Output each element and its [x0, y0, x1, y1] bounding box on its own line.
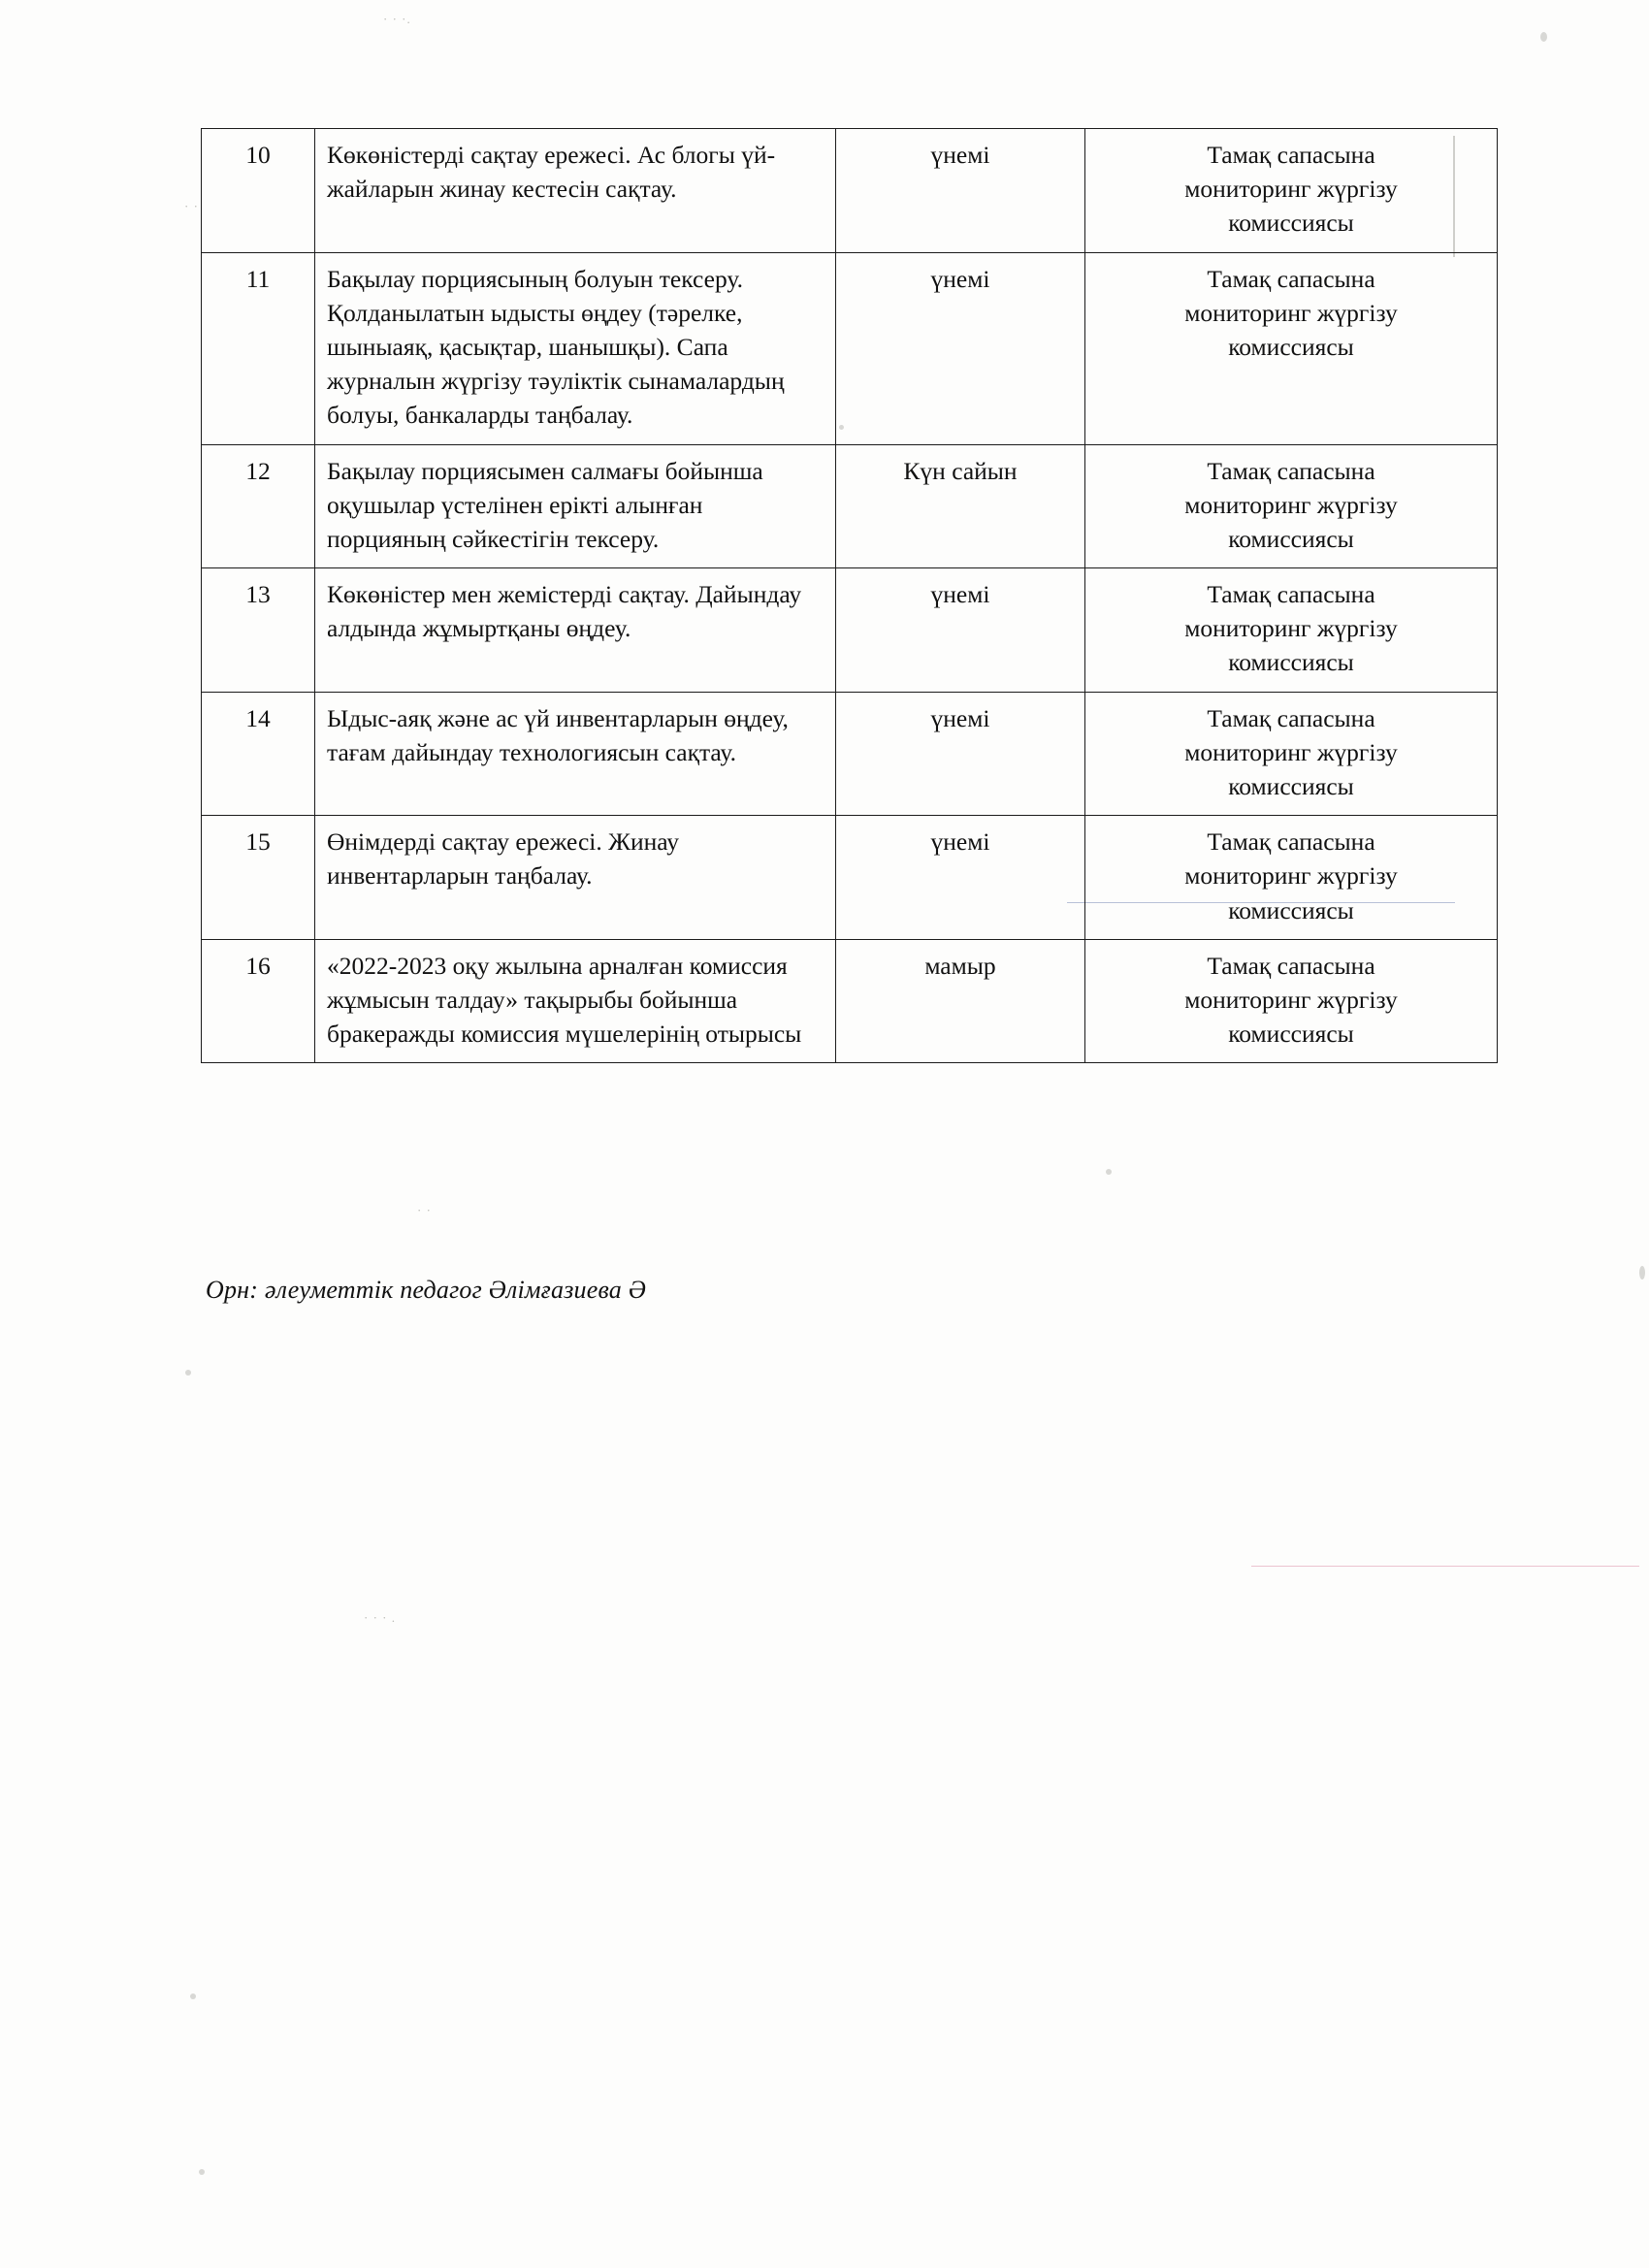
schedule-table-wrapper	[201, 128, 1452, 1063]
scan-artifact: · ·	[417, 1203, 432, 1217]
table-row	[202, 939, 1498, 1063]
scan-speck	[199, 2169, 205, 2175]
row-number: 11	[202, 252, 315, 444]
row-task: Өнімдерді сақтау ережесі. Жинау инвентарларын таңбалау.	[315, 816, 836, 940]
responsible-line: мониторинг жүргізу	[1184, 737, 1398, 766]
responsible-line: комиссиясы	[1228, 524, 1354, 553]
responsible-line: мониторинг жүргізу	[1184, 175, 1398, 204]
row-number: 14	[202, 692, 315, 816]
responsible-line: комиссиясы	[1228, 1020, 1354, 1049]
row-responsible	[1085, 816, 1498, 940]
table-row	[202, 816, 1498, 940]
row-number: 15	[202, 816, 315, 940]
row-task: Бақылау порциясының болуын тексеру. Қолданылатын ыдысты өңдеу (тәрелке, шыныаяқ, қасықтар, шанышқы). Сапа журналын жүргізу тәуліктік сынамалардың болуы, банкаларды таңбалау.	[315, 252, 836, 444]
scan-artifact: · ·	[184, 199, 199, 213]
row-number: 16	[202, 939, 315, 1063]
responsible-line: мониторинг жүргізу	[1184, 298, 1398, 327]
responsible-line: комиссиясы	[1228, 648, 1354, 677]
scan-artifact: · · · .	[364, 1610, 396, 1625]
row-period: үнемі	[836, 129, 1085, 253]
responsible-line: Тамақ сапасына	[1207, 264, 1375, 293]
responsible-line: Тамақ сапасына	[1207, 580, 1375, 609]
schedule-table	[201, 128, 1498, 1063]
responsible-line: Тамақ сапасына	[1207, 703, 1375, 732]
row-task: Бақылау порциясымен салмағы бойынша оқушылар үстелінен ерікті алынған порцияның сәйкестігін тексеру.	[315, 444, 836, 568]
row-task: «2022-2023 оқу жылына арналған комиссия жұмысын талдау» тақырыбы бойынша бракеражды комиссия мүшелерінің отырысы	[315, 939, 836, 1063]
row-period: Күн сайын	[836, 444, 1085, 568]
footer-note: Орн: әлеуметтік педагог Әлімғазиева Ә	[206, 1276, 646, 1304]
row-period: мамыр	[836, 939, 1085, 1063]
responsible-line: комиссиясы	[1228, 772, 1354, 800]
scan-color-streak	[1251, 1566, 1639, 1567]
schedule-table-body	[202, 129, 1498, 1063]
row-responsible	[1085, 444, 1498, 568]
responsible-line: мониторинг жүргізу	[1184, 861, 1398, 891]
responsible-line: Тамақ сапасына	[1207, 141, 1375, 169]
row-number: 10	[202, 129, 315, 253]
row-period: үнемі	[836, 568, 1085, 693]
row-responsible	[1085, 568, 1498, 693]
row-period: үнемі	[836, 816, 1085, 940]
responsible-line: мониторинг жүргізу	[1184, 614, 1398, 643]
responsible-line: Тамақ сапасына	[1207, 456, 1375, 485]
table-row	[202, 444, 1498, 568]
table-row	[202, 568, 1498, 693]
scan-speck	[185, 1370, 191, 1376]
scan-speck	[1540, 32, 1547, 42]
responsible-line: комиссиясы	[1228, 895, 1354, 924]
responsible-line: Тамақ сапасына	[1207, 951, 1375, 980]
table-row	[202, 252, 1498, 444]
table-row	[202, 692, 1498, 816]
row-responsible	[1085, 692, 1498, 816]
row-number: 13	[202, 568, 315, 693]
row-responsible	[1085, 939, 1498, 1063]
row-task: Көкөністерді сақтау ережесі. Ас блогы үй-жайларын жинау кестесін сақтау.	[315, 129, 836, 253]
responsible-line: мониторинг жүргізу	[1184, 490, 1398, 519]
row-number: 12	[202, 444, 315, 568]
row-period: үнемі	[836, 252, 1085, 444]
scan-speck	[1106, 1169, 1112, 1175]
row-period: үнемі	[836, 692, 1085, 816]
scan-speck	[190, 1993, 196, 1999]
row-responsible	[1085, 252, 1498, 444]
responsible-line: комиссиясы	[1228, 332, 1354, 361]
row-responsible	[1085, 129, 1498, 253]
responsible-line: Тамақ сапасына	[1207, 827, 1375, 857]
row-task: Көкөністер мен жемістерді сақтау. Дайындау алдында жұмыртқаны өңдеу.	[315, 568, 836, 693]
row-task: Ыдыс-аяқ және ас үй инвентарларын өңдеу, тағам дайындау технологиясын сақтау.	[315, 692, 836, 816]
scan-artifact: · · ·.	[383, 12, 411, 26]
responsible-line: комиссиясы	[1228, 209, 1354, 238]
responsible-line: мониторинг жүргізу	[1184, 985, 1398, 1014]
table-row	[202, 129, 1498, 253]
scan-speck	[1639, 1266, 1645, 1280]
